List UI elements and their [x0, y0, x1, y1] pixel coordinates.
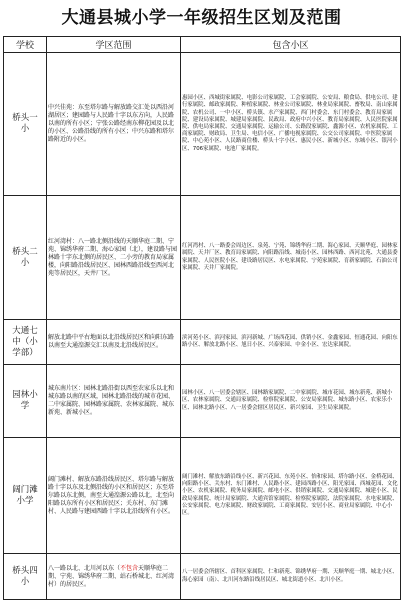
area-cell — [47, 320, 181, 365]
school-name: 大通七中（小学部） — [12, 325, 38, 358]
school-cell — [4, 438, 47, 554]
area-text: 解放北路中平右地面以北沿线居民区和向阳东路以南至大通湟源交汇以南及北沿线居民区。 — [48, 334, 175, 349]
communities-text: 园林小区、八一居委会辖区、园林路家属院、二中家属院、城市花园、城东新苑、新城小区、农林家属院、交通局家属院、检察院家属院、公安局家属院、城东路小区、农家乐小区、园林北路小区、八一居委会辖区居民区、新兴家园、卫生局家属院。 — [182, 390, 393, 411]
communities-text: 惠园小区、西城街家属院、电影公司家属院、工会家属院、公安局、粮食局、供电公司、建行家属院、邮政家属院、种植家属院、林业公司家属院、林业局家属院、畜牧局、南山家属院、农机公司、一中小区、桥头镇、水产家属院、西门村委会、东门村委会、教育局家属院、建设局家属院、城建局家属院、民政局、政府中兴小区、教育局家属院、人民医院家属院、供电局家属院、交通局家属院、运输公司、公路段家属院、鑫源小区、农机家属院、工商家属院、财政局、卫生局、电信小区、广播电视家属院、公交公司家属院、中医院家属院、中心苑小区、人民路商住楼、桥头十字小区、惠民小区、新城小区、东城小区、银河小区、706家属院、电池厂家属院。 — [182, 95, 398, 152]
communities-cell — [181, 438, 401, 554]
area-text: 阔门滩村、解放东路沿线居民区、塔尔路与解放路十字以东及北侧沿线的小区和居民区；东至塔尔路以东北侧，南至大通湟源公路以北，北至向阳路以东所有小区和居民区；关东村、东门滩村、人民路与建园西路十字以北沿线所有小区。 — [48, 475, 175, 515]
communities-text: 滨河苑小区、滨河家园、滨河新城、广场西花园、供销小区、金鑫家园、恒通花园、向阳东路小区、解放北路小区、旭日小区、兴泰家园、中金小区、宏达家属院。 — [182, 334, 398, 348]
school-name: 桥头四小 — [12, 565, 38, 587]
communities-cell — [181, 196, 401, 320]
area-cell — [47, 53, 181, 196]
school-name: 阔门滩小学 — [12, 484, 38, 506]
area-cell — [47, 438, 181, 554]
school-cell — [4, 554, 47, 600]
table-row — [4, 196, 401, 320]
communities-text: 阔门滩村、解放东路沿线小区、新兴花园、东苑小区、怡和家园、塔尔路小区、金桥花园、向阳路小区、关东村、东门滩村、人民路小区、建园西路小区、阳光家园、西城花园、文化小区、农机家属院、税务局家属院、邮电小区、供销家属院、交通局家属院、城建小区、民政局家属院、统计局家属院、大通宾馆家属院、检察院家属院、法院家属院、水电家属院、公安家属院、电力家属院、财政家属院、工商家属院、安居小区、商业局家属院、中心小区。 — [182, 473, 398, 516]
school-cell — [4, 365, 47, 438]
communities-cell — [181, 320, 401, 365]
communities-cell — [181, 53, 401, 196]
enrollment-table — [3, 36, 401, 600]
table-row — [4, 365, 401, 438]
area-cell — [47, 554, 181, 600]
header-school: 学校 — [4, 37, 47, 53]
communities-text: 红河湾村、八一路委会周边区、泉苑、宁苑、锦绣华府二期、海心家园、天顺华庭、园林家属院、天井厂区、教育局家属院、向阳路沿线、城南小区、园林西路、西河北苑、大通县委家属院、人民医院小区、建设路居民区、水电家属院、宁苑家属院、育新家属院、石油公司家属院、天井厂家属院。 — [182, 243, 398, 271]
table-row — [4, 438, 401, 554]
table-header-row — [4, 37, 401, 53]
table-row — [4, 554, 401, 600]
school-name: 桥头二小 — [12, 246, 38, 268]
area-text: 中兴佳苑：东至塔尔路与解放路交汇处以西沿河湖居区；建园路与人民路十字以东方向，人民路以南的所有小区；宁张公路经南东柳花园及以北的小区、公路沿线的所有小区；中兴东路和塔尔路附近的小区。 — [48, 104, 175, 143]
school-name: 桥头一小 — [12, 113, 38, 134]
area-text: 城东南片区：园林北路沿街以西至农家乐以北和城东路以南的区域，园林北路沿线的城市花园、二中家属院、园林路家属院、农林家属院、城东新苑、新城小区。 — [48, 385, 175, 416]
header-communities: 包含小区 — [181, 37, 401, 53]
school-cell — [4, 320, 47, 365]
communities-text: 八一居委会所辖区、首科区家属院、仁和新苑、锦绣华府一期、天顺华庭一期、城北小区、海心家园（南）、北川河东路沿线居民区、城北街道小区、北川小区。 — [182, 569, 398, 583]
area-cell — [47, 196, 181, 320]
exclusion-note: 不包含 — [120, 564, 139, 572]
document-title: 大通县城小学一年级招生区划及范围 — [61, 8, 342, 28]
school-name: 园林小学 — [12, 390, 38, 411]
area-text: 八一路以北、北川河以东（不包含天顺华庭二期、宁苑、锦绣华府二期、站石桥城北、红河湾村）的居民区。 — [48, 564, 175, 588]
area-text: 红河湾村：八一路北侧沿线的天顺华庭二期、宁苑、锦绣华府二期、海心家园（北），建设路与园林路十字东北侧的居民区、二小旁的教育局家属楼，向阳路沿线居民区、园林西路沿线至西河北苑等居民区，天井厂区。 — [48, 237, 178, 277]
school-cell — [4, 53, 47, 196]
table-row — [4, 53, 401, 196]
table-row — [4, 320, 401, 365]
area-cell — [47, 365, 181, 438]
communities-cell — [181, 365, 401, 438]
header-area: 学区范围 — [47, 37, 181, 53]
school-cell — [4, 196, 47, 320]
communities-cell — [181, 554, 401, 600]
